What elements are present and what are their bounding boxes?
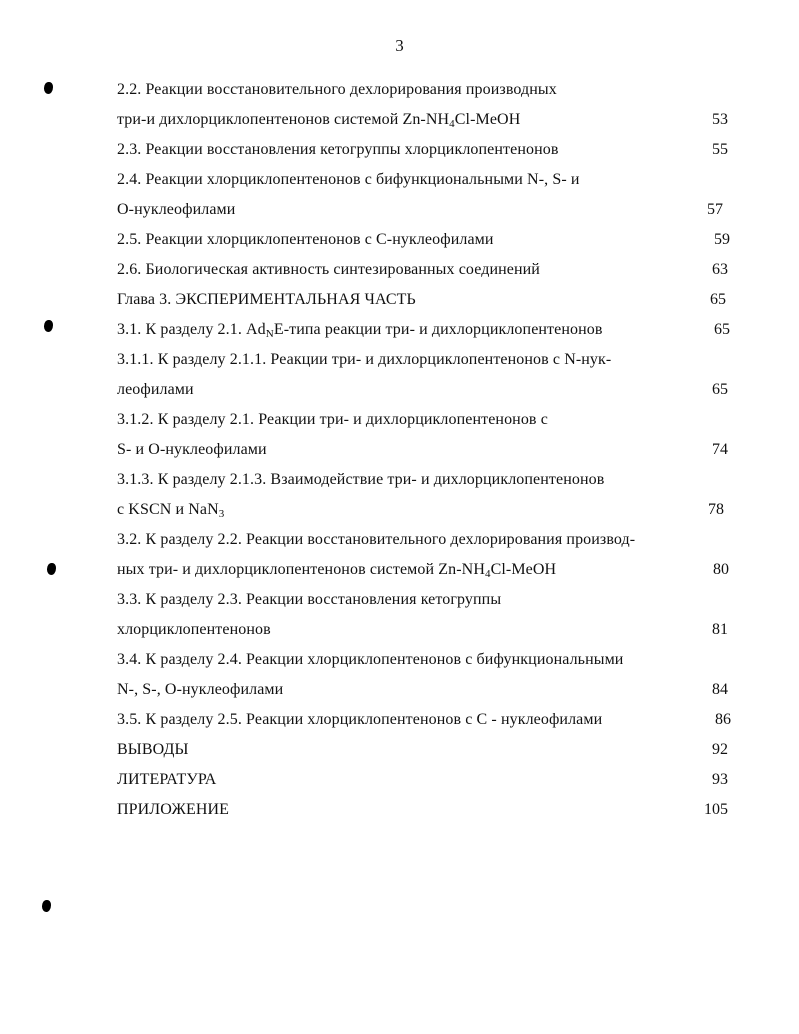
toc-page-3-1: 65 [714,321,730,338]
toc-page-3-1-2: 74 [712,441,728,458]
toc-page-conclusions: 92 [712,741,728,758]
toc-page-chapter-3: 65 [710,291,726,308]
toc-entry-2-4-line2: О-нуклеофилами [117,201,236,218]
toc-entry-2-6: 2.6. Биологическая активность синтезированных соединений [117,261,540,278]
toc-entry-3-5: 3.5. К разделу 2.5. Реакции хлорциклопентенонов с С - нуклеофилами [117,711,603,728]
toc-entry-3-2-line1: 3.2. К разделу 2.2. Реакции восстановительного дехлорирования производ- [117,531,636,548]
toc-entry-3-1-3-line1: 3.1.3. К разделу 2.1.3. Взаимодействие три- и дихлорциклопентенонов [117,471,605,488]
toc-chapter-3: Глава 3. ЭКСПЕРИМЕНТАЛЬНАЯ ЧАСТЬ [117,291,416,308]
toc-entry-2-5: 2.5. Реакции хлорциклопентенонов с С-нуклеофилами [117,231,494,248]
toc-page-3-2: 80 [713,561,729,578]
table-of-contents [0,74,799,834]
toc-page-2-4: 57 [707,201,723,218]
toc-page-3-1-3: 78 [708,501,724,518]
toc-literature: ЛИТЕРАТУРА [117,771,217,788]
toc-entry-3-3-line2: хлорциклопентенонов [117,621,271,638]
toc-entry-3-1: 3.1. К разделу 2.1. $Ad_NE$-типа реакции три- и дихлорциклопентенонов [117,321,603,340]
toc-entry-2-2-line1: 2.2. Реакции восстановительного дехлорирования производных [117,81,557,98]
toc-page-appendix: 105 [704,801,728,818]
toc-entry-3-1-1-line2: леофилами [117,381,194,398]
toc-entry-2-3: 2.3. Реакции восстановления кетогруппы хлорциклопентенонов [117,141,559,158]
toc-page-2-3: 55 [712,141,728,158]
toc-page-2-5: 59 [714,231,730,248]
toc-entry-3-4-line2: N-, S-, О-нуклеофилами [117,681,284,698]
toc-entry-3-1-2-line1: 3.1.2. К разделу 2.1. Реакции три- и дихлорциклопентенонов с [117,411,548,428]
toc-entry-2-2-line2: три-и дихлорциклопентенонов системой $Zn-NH_4Cl$-MeOH [117,111,521,130]
toc-page-2-2: 53 [712,111,728,128]
toc-entry-3-3-line1: 3.3. К разделу 2.3. Реакции восстановления кетогруппы [117,591,502,608]
toc-appendix: ПРИЛОЖЕНИЕ [117,801,230,818]
page-number: 3 [395,36,404,55]
toc-page-literature: 93 [712,771,728,788]
toc-page-3-4: 84 [712,681,728,698]
toc-entry-3-1-2-line2: S- и О-нуклеофилами [117,441,267,458]
punch-hole-mark [42,900,51,912]
toc-entry-3-2-line2: ных три- и дихлорциклопентенонов системой $Zn-NH_4Cl$-MeOH [117,561,557,580]
toc-entry-3-1-1-line1: 3.1.1. К разделу 2.1.1. Реакции три- и дихлорциклопентенонов с N-нук- [117,351,612,368]
toc-page-3-5: 86 [715,711,731,728]
toc-conclusions: ВЫВОДЫ [117,741,189,758]
toc-entry-3-4-line1: 3.4. К разделу 2.4. Реакции хлорциклопентенонов с бифункциональными [117,651,624,668]
toc-entry-2-4-line1: 2.4. Реакции хлорциклопентенонов с бифункциональными N-, S- и [117,171,580,188]
toc-entry-3-1-3-line2: с KSCN и NaN$_3$ [117,501,225,520]
toc-page-2-6: 63 [712,261,728,278]
toc-page-3-1-1: 65 [712,381,728,398]
toc-page-3-3: 81 [712,621,728,638]
